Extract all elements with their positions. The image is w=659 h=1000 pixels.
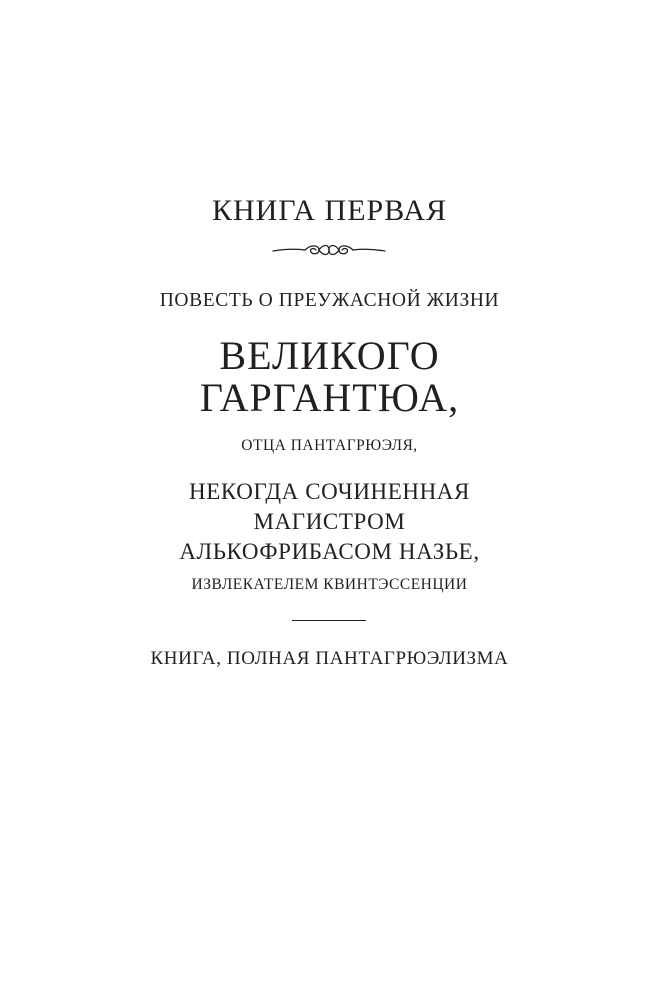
hero-name-line-2: ГАРГАНТЮА, (199, 375, 460, 420)
author-line-1: НЕКОГДА СОЧИНЕННАЯ (189, 479, 470, 504)
book-title: КНИГА ПЕРВАЯ (211, 194, 448, 227)
author-line-2: МАГИСТРОМ (253, 509, 406, 534)
hero-name-line-1: ВЕЛИКОГО (219, 333, 440, 378)
author-epithet: ИЗВЛЕКАТЕЛЕМ КВИНТЭССЕНЦИИ (191, 576, 468, 593)
father-line: ОТЦА ПАНТАГРЮЭЛЯ, (241, 437, 418, 454)
subtitle: ПОВЕСТЬ О ПРЕУЖАСНОЙ ЖИЗНИ (159, 290, 500, 311)
scroll-ornament-icon (271, 240, 387, 260)
author-line-3: АЛЬКОФРИБАСОМ НАЗЬЕ, (179, 539, 480, 564)
divider-rule (292, 620, 366, 621)
closing-line: КНИГА, ПОЛНАЯ ПАНТАГРЮЭЛИЗМА (150, 648, 509, 669)
